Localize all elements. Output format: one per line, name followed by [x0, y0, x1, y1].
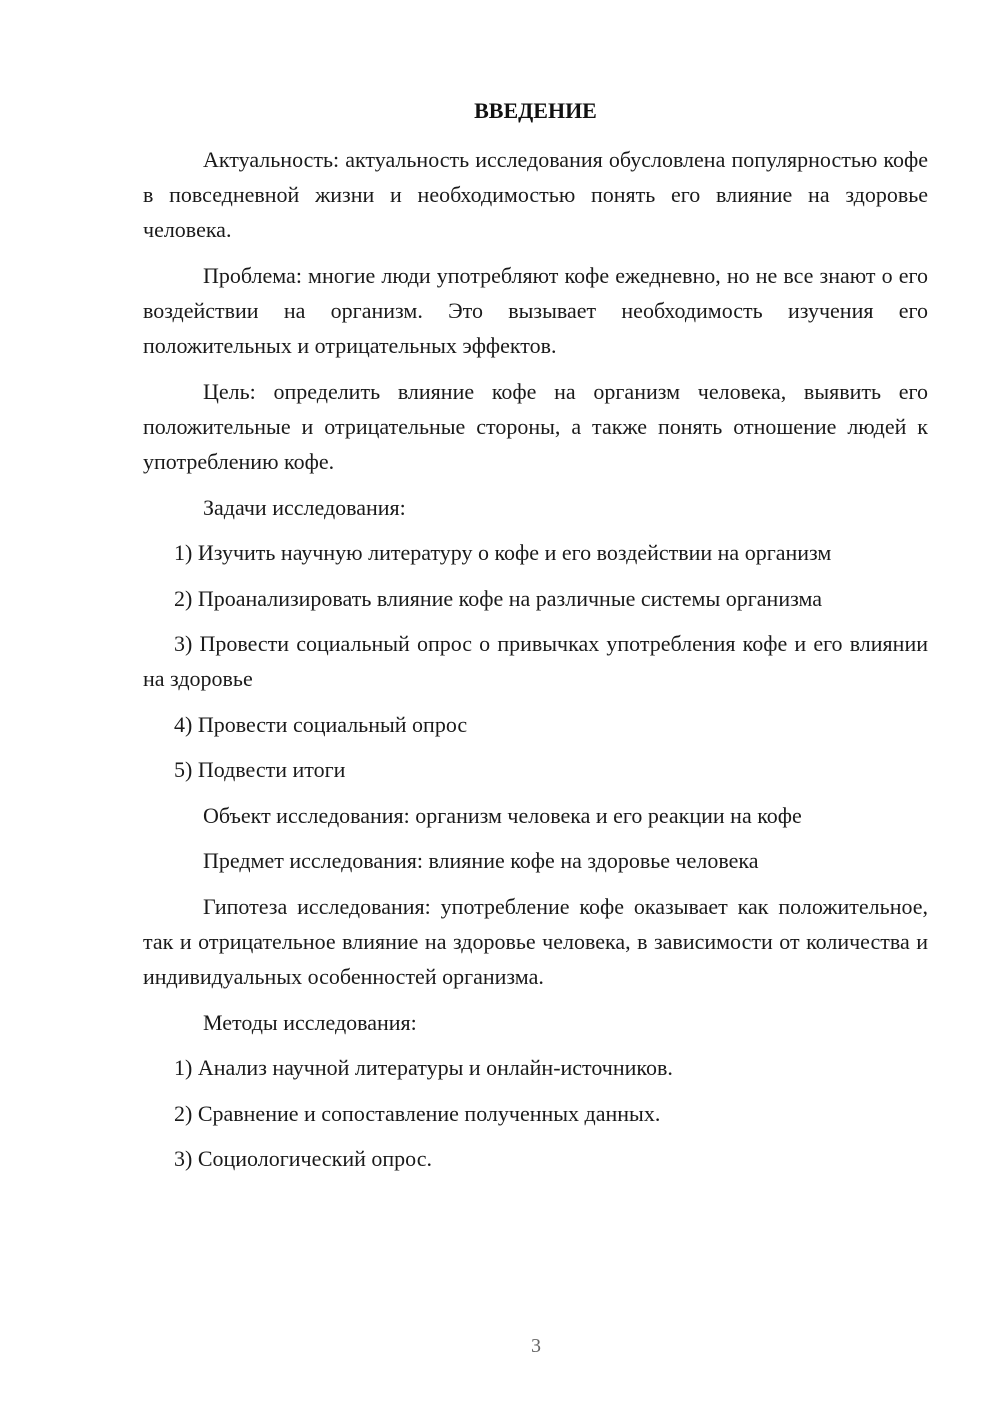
paragraph-relevance: Актуальность: актуальность исследования обусловлена популярностью кофе в повседневной жизни и необходимостью понять его влияние на здоровье человека.	[143, 147, 928, 242]
paragraph-problem: Проблема: многие люди употребляют кофе ежедневно, но не все знают о его воздействии на организм. Это вызывает необходимость изучения его положительных и отрицательных эффектов.	[143, 263, 928, 358]
method-item-2: 2) Сравнение и сопоставление полученных данных.	[174, 1101, 661, 1126]
task-item-4: 4) Провести социальный опрос	[174, 712, 468, 737]
section-title: ВВЕДЕНИЕ	[474, 98, 597, 123]
task-item-1: 1) Изучить научную литературу о кофе и его воздействии на организм	[174, 540, 832, 565]
tasks-heading: Задачи исследования:	[203, 495, 406, 520]
paragraph-subject: Предмет исследования: влияние кофе на здоровье человека	[203, 848, 759, 873]
method-item-3: 3) Социологический опрос.	[174, 1146, 432, 1171]
paragraph-goal: Цель: определить влияние кофе на организм человека, выявить его положительные и отрицательные стороны, а также понять отношение людей к употреблению кофе.	[143, 379, 928, 474]
page-number: 3	[531, 1335, 541, 1357]
method-item-1: 1) Анализ научной литературы и онлайн-источников.	[174, 1055, 673, 1080]
methods-heading: Методы исследования:	[203, 1010, 417, 1035]
task-item-3: 3) Провести социальный опрос о привычках употребления кофе и его влиянии на здоровье	[143, 631, 928, 691]
paragraph-object: Объект исследования: организм человека и его реакции на кофе	[203, 803, 802, 828]
task-item-5: 5) Подвести итоги	[174, 757, 346, 782]
task-item-2: 2) Проанализировать влияние кофе на различные системы организма	[174, 586, 823, 611]
paragraph-hypothesis: Гипотеза исследования: употребление кофе оказывает как положительное, так и отрицательное влияние на здоровье человека, в зависимости от количества и индивидуальных особенностей организма.	[143, 894, 928, 989]
